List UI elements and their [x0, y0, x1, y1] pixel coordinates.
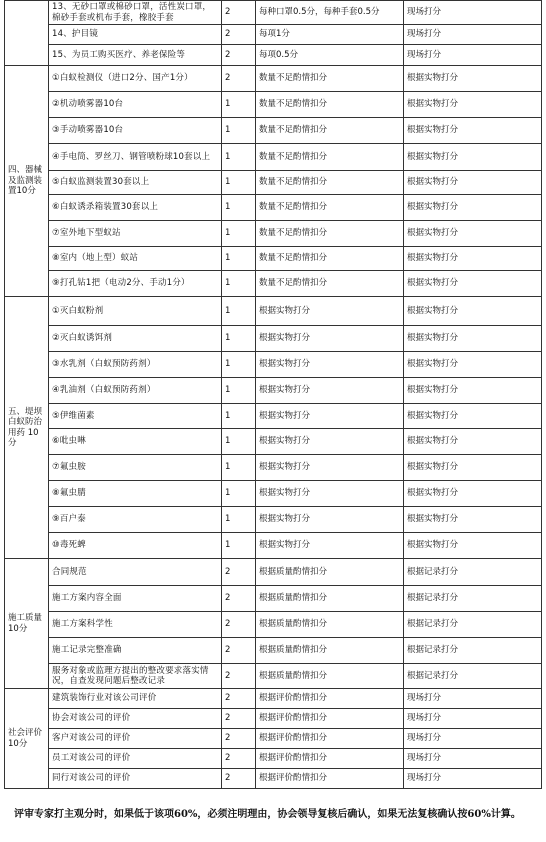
check-cell: 根据实物打分 [404, 195, 542, 221]
score-cell: 1 [222, 507, 256, 533]
method-cell: 根据质量酌情扣分 [256, 664, 404, 689]
method-cell: 每项0.5分 [256, 45, 404, 66]
check-cell: 根据实物打分 [404, 378, 542, 404]
method-cell: 根据评价酌情扣分 [256, 689, 404, 709]
check-cell: 根据实物打分 [404, 221, 542, 247]
table-row [5, 404, 542, 429]
method-cell: 根据实物打分 [256, 378, 404, 404]
check-cell: 现场打分 [404, 709, 542, 729]
score-cell: 1 [222, 171, 256, 195]
method-cell: 根据实物打分 [256, 533, 404, 559]
table-row [5, 297, 542, 326]
check-cell: 根据实物打分 [404, 92, 542, 118]
score-cell: 2 [222, 25, 256, 45]
score-cell: 1 [222, 271, 256, 297]
item-cell: ①白蚁检测仪（进口2分、国产1分） [49, 66, 222, 92]
category-cell: 施工质量 10分 [5, 559, 49, 689]
table-row [5, 45, 542, 66]
item-cell: ④乳油剂（白蚁预防药剂） [49, 378, 222, 404]
table-row [5, 481, 542, 507]
table-row [5, 664, 542, 689]
check-cell: 根据实物打分 [404, 429, 542, 455]
method-cell: 根据实物打分 [256, 326, 404, 352]
score-cell: 1 [222, 118, 256, 144]
score-cell: 1 [222, 533, 256, 559]
table-row [5, 709, 542, 729]
check-cell: 根据实物打分 [404, 118, 542, 144]
score-cell: 1 [222, 378, 256, 404]
method-cell: 数量不足酌情扣分 [256, 118, 404, 144]
check-cell: 根据记录打分 [404, 638, 542, 664]
check-cell: 根据实物打分 [404, 144, 542, 171]
method-cell: 根据实物打分 [256, 404, 404, 429]
scoring-table-body [5, 1, 542, 789]
item-cell: 合同规范 [49, 559, 222, 586]
scoring-table [4, 0, 542, 789]
method-cell: 数量不足酌情扣分 [256, 171, 404, 195]
method-cell: 数量不足酌情扣分 [256, 144, 404, 171]
check-cell: 现场打分 [404, 689, 542, 709]
table-row [5, 507, 542, 533]
table-row [5, 352, 542, 378]
check-cell: 根据实物打分 [404, 481, 542, 507]
check-cell: 根据实物打分 [404, 352, 542, 378]
item-cell: ⑨打孔钻1把（电动2分、手动1分） [49, 271, 222, 297]
item-cell: ⑥白蚁诱杀箱装置30套以上 [49, 195, 222, 221]
check-cell: 现场打分 [404, 1, 542, 25]
check-cell: 根据记录打分 [404, 664, 542, 689]
score-cell: 1 [222, 297, 256, 326]
score-cell: 1 [222, 326, 256, 352]
table-row [5, 1, 542, 25]
method-cell: 数量不足酌情扣分 [256, 221, 404, 247]
check-cell: 根据实物打分 [404, 533, 542, 559]
item-cell: ⑤伊维菌素 [49, 404, 222, 429]
category-cell: 五、堤坝白蚁防治用药 10分 [5, 297, 49, 559]
method-cell: 根据实物打分 [256, 481, 404, 507]
item-cell: ④手电筒、罗丝刀、钢管喷粉球10套以上 [49, 144, 222, 171]
score-cell: 1 [222, 92, 256, 118]
item-cell: ⑧氟虫腈 [49, 481, 222, 507]
category-cell: 社会评价 10分 [5, 689, 49, 789]
check-cell: 根据实物打分 [404, 171, 542, 195]
table-row [5, 689, 542, 709]
table-row [5, 171, 542, 195]
item-cell: ③水乳剂（白蚁预防药剂） [49, 352, 222, 378]
method-cell: 每种口罩0.5分，每种手套0.5分 [256, 1, 404, 25]
score-cell: 2 [222, 689, 256, 709]
check-cell: 现场打分 [404, 769, 542, 789]
check-cell: 根据实物打分 [404, 297, 542, 326]
method-cell: 数量不足酌情扣分 [256, 247, 404, 271]
check-cell: 根据实物打分 [404, 326, 542, 352]
score-cell: 2 [222, 709, 256, 729]
table-row [5, 144, 542, 171]
category-cell [5, 1, 49, 66]
table-row [5, 638, 542, 664]
item-cell: 施工方案科学性 [49, 612, 222, 638]
score-cell: 1 [222, 144, 256, 171]
check-cell: 根据记录打分 [404, 612, 542, 638]
item-cell: 同行对该公司的评价 [49, 769, 222, 789]
item-cell: 14、护目镜 [49, 25, 222, 45]
check-cell: 根据记录打分 [404, 559, 542, 586]
score-cell: 2 [222, 664, 256, 689]
check-cell: 根据实物打分 [404, 455, 542, 481]
table-row [5, 612, 542, 638]
method-cell: 根据评价酌情扣分 [256, 749, 404, 769]
score-cell: 2 [222, 612, 256, 638]
method-cell: 每项1分 [256, 25, 404, 45]
method-cell: 根据实物打分 [256, 507, 404, 533]
method-cell: 根据评价酌情扣分 [256, 729, 404, 749]
item-cell: 服务对象或监理方提出的整改要求落实情况，自查发现问题后整改记录 [49, 664, 222, 689]
table-row [5, 195, 542, 221]
score-cell: 2 [222, 559, 256, 586]
check-cell: 根据实物打分 [404, 404, 542, 429]
item-cell: ③手动喷雾器10台 [49, 118, 222, 144]
item-cell: 协会对该公司的评价 [49, 709, 222, 729]
table-row [5, 378, 542, 404]
method-cell: 数量不足酌情扣分 [256, 271, 404, 297]
check-cell: 根据实物打分 [404, 507, 542, 533]
score-cell: 1 [222, 429, 256, 455]
method-cell: 根据质量酌情扣分 [256, 612, 404, 638]
check-cell: 现场打分 [404, 25, 542, 45]
item-cell: 员工对该公司的评价 [49, 749, 222, 769]
table-row [5, 749, 542, 769]
check-cell: 根据实物打分 [404, 66, 542, 92]
table-row [5, 455, 542, 481]
method-cell: 数量不足酌情扣分 [256, 66, 404, 92]
method-cell: 根据质量酌情扣分 [256, 559, 404, 586]
table-row [5, 118, 542, 144]
method-cell: 根据实物打分 [256, 297, 404, 326]
table-row [5, 66, 542, 92]
check-cell: 根据记录打分 [404, 586, 542, 612]
item-cell: 建筑装饰行业对该公司评价 [49, 689, 222, 709]
check-cell: 现场打分 [404, 45, 542, 66]
table-row [5, 559, 542, 586]
footnote: 评审专家打主观分时，如果低于该项60%，必须注明理由，协会领导复核后确认，如果无法复核确认按60%计算。 [14, 809, 521, 820]
score-cell: 2 [222, 66, 256, 92]
item-cell: ⑩毒死蜱 [49, 533, 222, 559]
score-cell: 2 [222, 1, 256, 25]
score-cell: 2 [222, 749, 256, 769]
table-row [5, 533, 542, 559]
method-cell: 数量不足酌情扣分 [256, 195, 404, 221]
score-cell: 2 [222, 769, 256, 789]
score-cell: 1 [222, 481, 256, 507]
item-cell: 施工方案内容全面 [49, 586, 222, 612]
item-cell: ②机动喷雾器10台 [49, 92, 222, 118]
score-cell: 2 [222, 638, 256, 664]
table-row [5, 326, 542, 352]
check-cell: 根据实物打分 [404, 247, 542, 271]
item-cell: ⑦氟虫胺 [49, 455, 222, 481]
item-cell: 13、无砂口罩或棉砂口罩，活性炭口罩，棉砂手套或机布手套，橡胶手套 [49, 1, 222, 25]
table-row [5, 25, 542, 45]
method-cell: 根据评价酌情扣分 [256, 769, 404, 789]
category-cell: 四、器械及监测装置10分 [5, 66, 49, 297]
score-cell: 1 [222, 352, 256, 378]
table-row [5, 92, 542, 118]
method-cell: 根据实物打分 [256, 352, 404, 378]
method-cell: 根据质量酌情扣分 [256, 638, 404, 664]
score-cell: 1 [222, 221, 256, 247]
score-cell: 2 [222, 729, 256, 749]
item-cell: ⑤白蚁监测装置30套以上 [49, 171, 222, 195]
score-cell: 1 [222, 247, 256, 271]
item-cell: ⑦室外地下型蚁站 [49, 221, 222, 247]
item-cell: 施工记录完整准确 [49, 638, 222, 664]
item-cell: ①灭白蚁粉剂 [49, 297, 222, 326]
table-row [5, 586, 542, 612]
item-cell: ⑨百户泰 [49, 507, 222, 533]
item-cell: ⑥吡虫啉 [49, 429, 222, 455]
check-cell: 现场打分 [404, 749, 542, 769]
item-cell: ⑧室内（地上型）蚁站 [49, 247, 222, 271]
score-cell: 2 [222, 586, 256, 612]
item-cell: 客户对该公司的评价 [49, 729, 222, 749]
score-cell: 2 [222, 45, 256, 66]
method-cell: 根据质量酌情扣分 [256, 586, 404, 612]
item-cell: 15、为员工购买医疗、养老保险等 [49, 45, 222, 66]
score-cell: 1 [222, 404, 256, 429]
table-row [5, 221, 542, 247]
method-cell: 根据实物打分 [256, 429, 404, 455]
method-cell: 根据评价酌情扣分 [256, 709, 404, 729]
method-cell: 数量不足酌情扣分 [256, 92, 404, 118]
method-cell: 根据实物打分 [256, 455, 404, 481]
table-row [5, 247, 542, 271]
score-cell: 1 [222, 455, 256, 481]
score-cell: 1 [222, 195, 256, 221]
table-row [5, 429, 542, 455]
table-row [5, 769, 542, 789]
check-cell: 根据实物打分 [404, 271, 542, 297]
table-row [5, 271, 542, 297]
check-cell: 现场打分 [404, 729, 542, 749]
item-cell: ②灭白蚁诱饵剂 [49, 326, 222, 352]
table-row [5, 729, 542, 749]
